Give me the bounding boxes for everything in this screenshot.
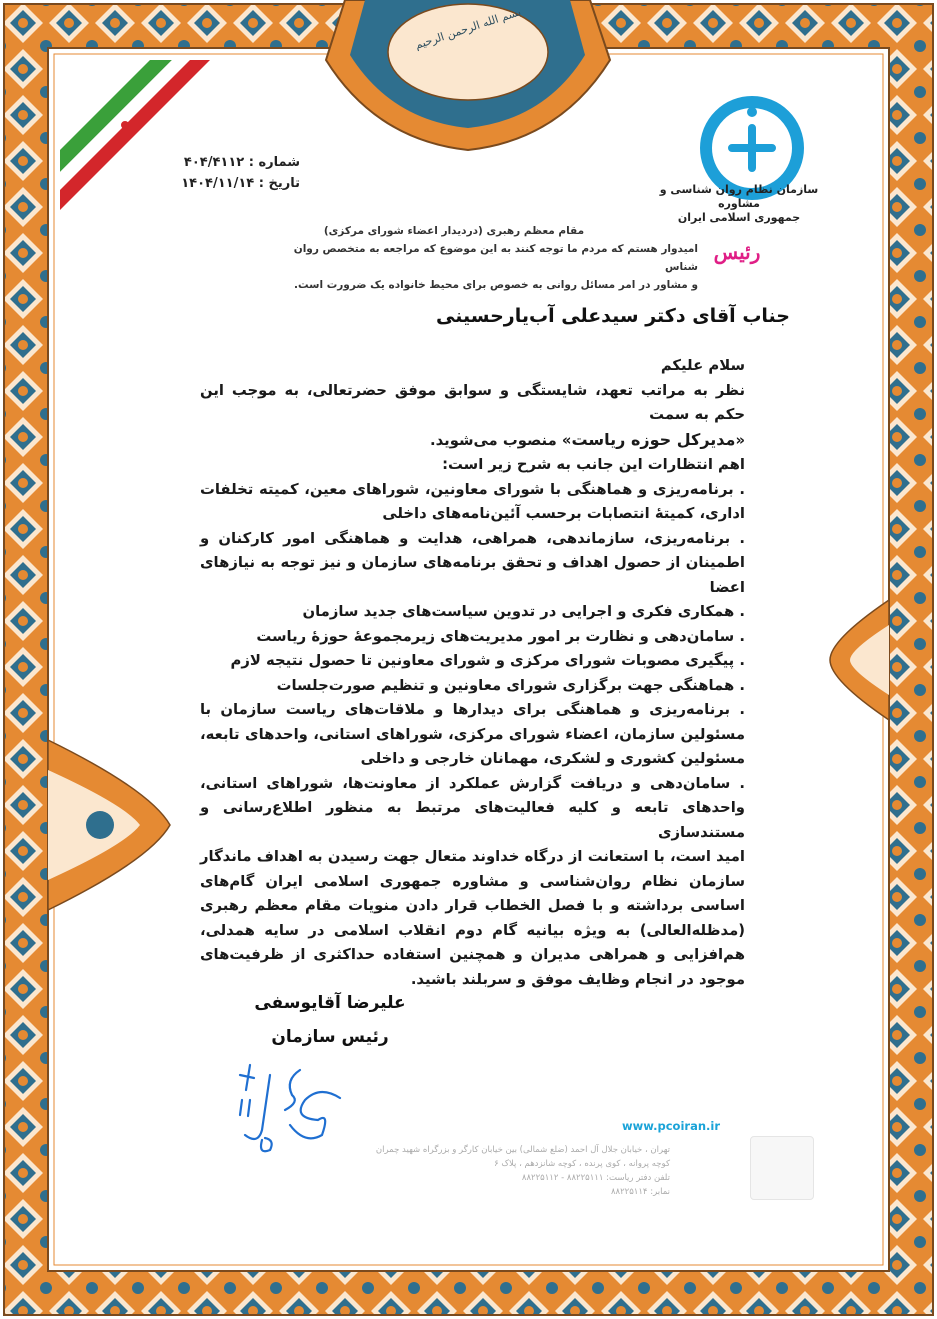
organization-logo [706,102,798,194]
intro-paragraph: نظر به مراتب تعهد، شایستگی و سوابق موفق حضرتعالی، به موجب این حکم به سمت [200,381,745,423]
expectation-item: . برنامه‌ریزی، سازماندهی، همراهی، هدایت و هماهنگی امور کارکنان و اطمینان از حصول اهداف و تحقق برنامه‌های سازمان و نیز توجه به نیازهای اعضا [200,529,745,596]
footer-address: تهران ، خیابان جلال آل احمد (ضلع شمالی) بین خیابان کارگر و بزرگراه شهید چمران کوچه پروانه ، کوی پرنده ، کوچه شانزدهم ، پلاک ۶ تلفن دفتر ریاست: ۸۸۲۲۵۱۱۱ - ۸۸۲۲۵۱۱۲ نمابر: ۸۸۲۲۵۱۱۴ [375,1145,670,1197]
greeting: سلام علیکم [660,357,745,374]
expectation-item: . برنامه‌ریزی و هماهنگی برای دیدارها و ملاقات‌های ریاست سازمان با مسئولین سازمان، اعضاء شورای مرکزی، شوراهای استانی، واحدهای تابعه، مسئولین کشوری و لشکری، مهمانان خارجی و داخلی [200,701,745,767]
expectation-item: . سامان‌دهی و دریافت گزارش عملکرد از معاونت‌ها، شوراهای استانی، واحدهای تابعه و کلیه فعالیت‌های مرتبط به منظور اطلاع‌رسانی و مستندسازی [200,774,745,841]
right-side-medallion [830,600,889,720]
leader-quote: مقام معظم رهبری (دردیدار اعضاء شورای مرکزی) امیدوار هستم که مردم ما توجه کنند به این موضوع که مراجعه به متخصص روان شناس و مشاور در امر مسائل روانی به خصوص برای محیط خانواده یک ضرورت است. [293,225,698,291]
expectation-item: . سامان‌دهی و نظارت بر امور مدیریت‌های زیرمجموعهٔ حوزهٔ ریاست [256,627,745,645]
expectation-item: . هماهنگی جهت برگزاری شورای معاونین و تنظیم صورت‌جلسات [276,676,745,694]
organization-name: سازمان نظام روان شناسی و مشاوره جمهوری اسلامی ایران [659,183,819,224]
letter-body [200,354,745,992]
expectation-item: . برنامه‌ریزی و هماهنگی با شورای معاونین، شوراهای معین، کمیته تخلفات اداری، کمیتهٔ انتصابات برحسب آئین‌نامه‌های داخلی [200,480,745,522]
footer-logo-box [750,1136,814,1200]
expectations-intro: اهم انتظارات این جانب به شرح زیر است: [442,456,745,473]
letter-number: شماره : ۴۰۴/۴۱۱۲ [183,155,300,170]
position-title: مدیرکل حوزه ریاست [571,429,736,449]
letter-date: تاریخ : ۱۴۰۴/۱۱/۱۴ [181,176,300,191]
handwritten-signature [240,1065,340,1151]
position-line: «مدیرکل حوزه ریاست» منصوب می‌شوید. [430,429,745,449]
left-side-medallion [48,740,170,910]
organization-title: رئیس [713,240,761,264]
signatory-name: علیرضا آقایوسفی [254,993,406,1013]
signatory-title: رئیس سازمان [271,1027,389,1047]
expectation-item: . پیگیری مصوبات شورای مرکزی و شورای معاونین تا حصول نتیجه لازم [230,652,745,669]
website-link[interactable]: www.pcoiran.ir [622,1119,720,1133]
basmala-calligraphy: بسم الله الرحمن الرحیم [413,5,523,52]
recipient-name: جناب آقای دکتر سیدعلی آب‌یارحسینی [436,305,790,327]
closing-paragraph: امید است، با استعانت از درگاه خداوند متعال جهت رسیدن به اهداف ماندگار سازمان نظام روان‌شناسی و مشاوره جمهوری اسلامی ایران گام‌های اساسی برداشته و با فصل الخطاب قرار دادن منویات مقام معظم رهبری (مدظله‌العالی) به ویژه بیانیه گام دوم انقلاب اسلامی در سایه همدلی، هم‌افزایی و همراهی مدیران و همچنین استفاده حداکثری از ظرفیت‌های موجود در انجام وظایف موفق و سربلند باشید. [200,848,745,988]
expectation-item: . همکاری فکری و اجرایی در تدوین سیاست‌های جدید سازمان [302,603,745,620]
